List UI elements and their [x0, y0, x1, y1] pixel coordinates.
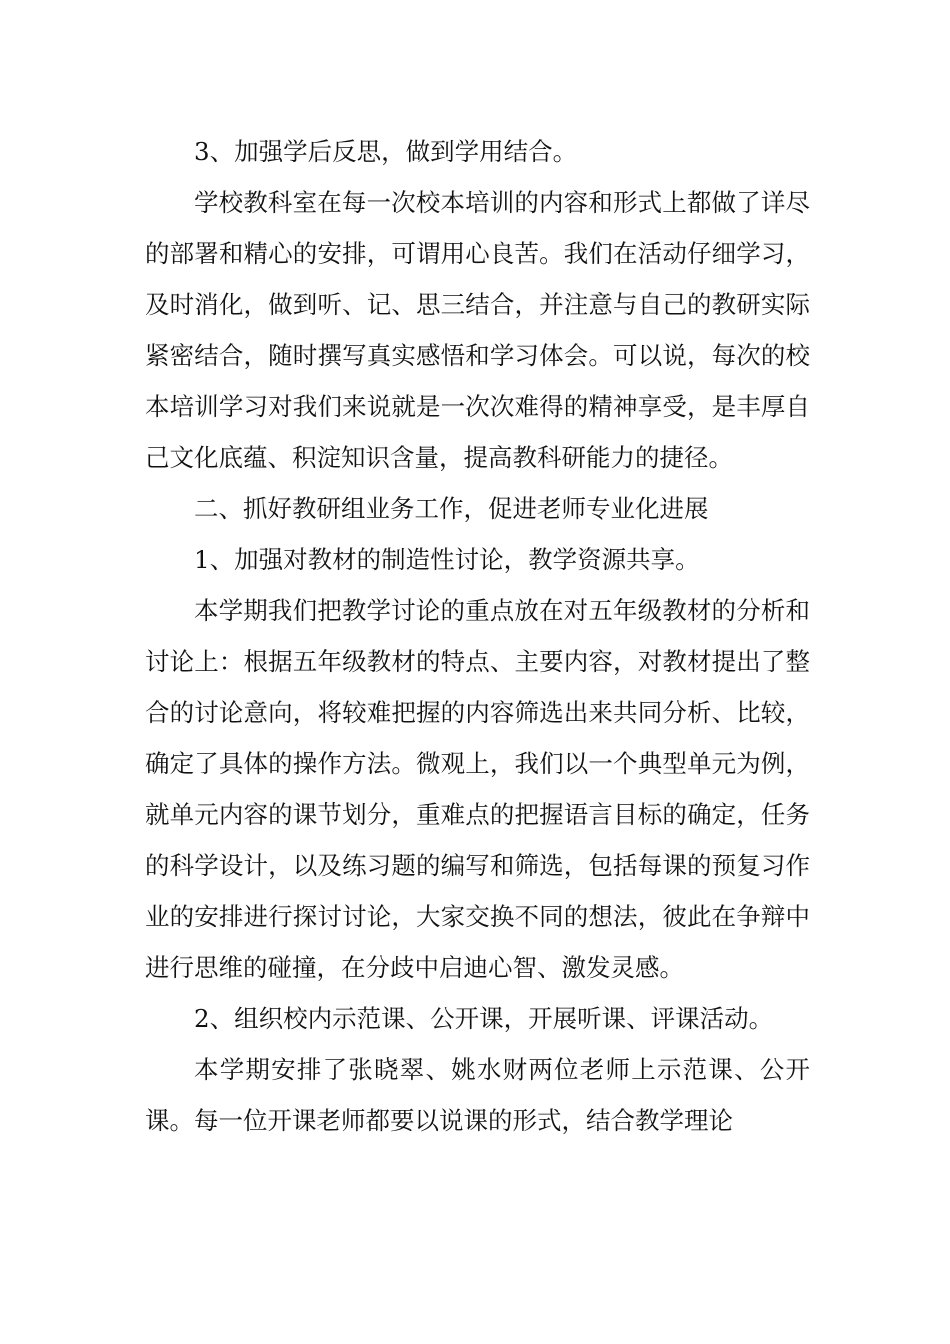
subheading-2-lessons: 2、组织校内示范课、公开课，开展听课、评课活动。 [194, 1004, 774, 1033]
subheading-3-reflection: 3、加强学后反思，做到学用结合。 [194, 137, 578, 166]
body-text [145, 126, 810, 1146]
paragraph-lessons: 本学期安排了张晓翠、姚水财两位老师上示范课、公开课。每一位开课老师都要以说课的形式，结合教学理论 [145, 1055, 810, 1135]
paragraph-training: 学校教科室在每一次校本培训的内容和形式上都做了详尽的部署和精心的安排，可谓用心良苦。我们在活动仔细学习，及时消化，做到听、记、思三结合，并注意与自己的教研实际紧密结合，随时撰写真实感悟和学习体会。可以说，每次的校本培训学习对我们来说就是一次次难得的精神享受，是丰厚自己文化底蕴、积淀知识含量，提高教科研能力的捷径。 [145, 188, 810, 472]
section-heading-2: 二、抓好教研组业务工作，促进老师专业化进展 [194, 494, 709, 523]
paragraph-materials: 本学期我们把教学讨论的重点放在对五年级教材的分析和讨论上：根据五年级教材的特点、主要内容，对教材提出了整合的讨论意向，将较难把握的内容筛选出来共同分析、比较，确定了具体的操作方法。微观上，我们以一个典型单元为例，就单元内容的课节划分，重难点的把握语言目标的确定，任务的科学设计，以及练习题的编写和筛选，包括每课的预复习作业的安排进行探讨讨论，大家交换不同的想法，彼此在争辩中进行思维的碰撞，在分歧中启迪心智、激发灵感。 [145, 596, 810, 982]
subheading-1-materials: 1、加强对教材的制造性讨论，教学资源共享。 [194, 545, 700, 574]
